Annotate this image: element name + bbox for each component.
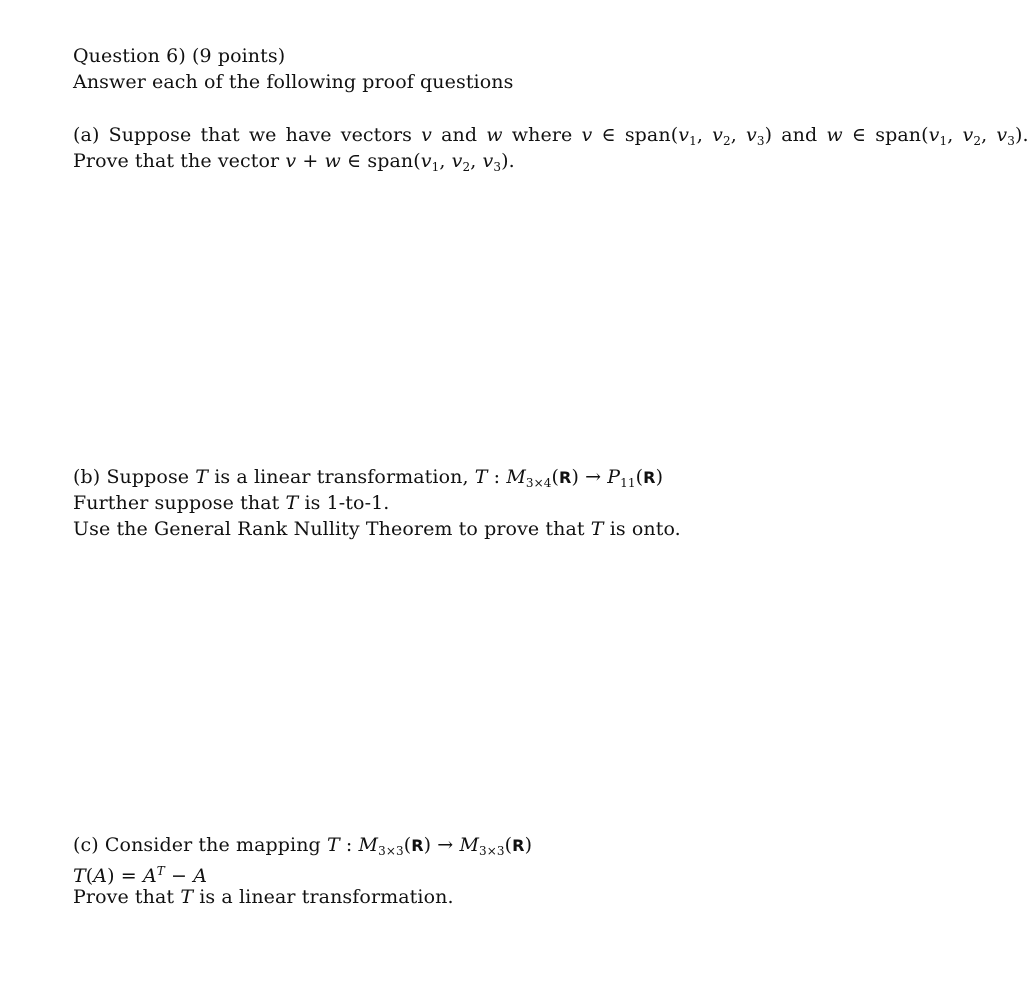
matrix-dims-c2: 3×3 (479, 844, 505, 858)
part-c-A-3: A (193, 865, 208, 887)
part-a-span-3: $span(v_1$, $v_2$, $v_3$). (367, 150, 515, 174)
part-a-span-2: $span(v_1$, $v_2$, $v_3$). (875, 124, 1029, 148)
sub-1-c: 1 (431, 160, 440, 174)
part-b-line3-post: is onto. (609, 518, 681, 540)
part-c-equals: = (120, 865, 137, 887)
sub-1: 1 (689, 134, 697, 148)
span-word-3: span (367, 150, 414, 172)
vec-v1-b: v (928, 124, 940, 146)
part-b-line3-pre: Use the General Rank Nullity Theorem to prove that (73, 518, 585, 540)
question-title-text: Question 6) (9 points) (73, 45, 286, 67)
part-b-colon: : (493, 466, 501, 488)
part-a-w-2: w (826, 124, 843, 146)
matrix-dims-c: 3×3 (378, 844, 404, 858)
sub-2: 2 (722, 134, 731, 148)
part-a-in-1: ∈ (601, 124, 616, 146)
vec-v2-c: v (451, 150, 463, 172)
part-b-T-4: T (590, 518, 604, 540)
part-c-line-2: $T(A) = A^T - A$ (73, 864, 208, 887)
part-b-T-3: T (285, 492, 299, 514)
reals-R-c2: R (512, 836, 525, 855)
part-a-label: (a) (73, 124, 100, 146)
part-b-T-2: T (474, 466, 488, 488)
part-c-label: (c) (73, 834, 99, 856)
part-a-in-3: ∈ (347, 150, 362, 172)
vec-v1-c: v (420, 150, 432, 172)
part-a-span-1: $span(v_1$, $v_2$, $v_3$) (624, 124, 773, 148)
matrix-space-M-c: M (358, 834, 379, 856)
part-a-line2-text: Prove that the vector (73, 150, 280, 172)
part-c-T-3: T (180, 886, 194, 908)
sub-2-b: 2 (973, 134, 982, 148)
part-a-v: v (421, 124, 432, 146)
transpose-T: T (156, 864, 165, 878)
span-word-2: span (875, 124, 922, 146)
vec-v3: v (745, 124, 757, 146)
part-c-A: A (93, 865, 108, 887)
part-b-domain: $M_{3\times 4}(R)$ (506, 466, 579, 490)
vec-v3-b: v (996, 124, 1008, 146)
part-b-arrow: → (585, 466, 602, 488)
part-a-line1-text: Suppose that we have vectors (108, 124, 412, 146)
part-b-line1-mid: is a linear transformation, (214, 466, 469, 488)
part-b-codomain: $P_{11}(R)$ (607, 466, 664, 490)
part-b-line1-pre: Suppose (106, 466, 190, 488)
part-b-line-2 (73, 490, 389, 516)
part-a-line-2 (73, 148, 515, 180)
question-instruction (73, 69, 513, 95)
span-word: span (624, 124, 671, 146)
matrix-space-M-c2: M (459, 834, 480, 856)
poly-space-P: P (607, 466, 621, 488)
reals-R: R (559, 468, 572, 487)
part-b-T: T (195, 466, 209, 488)
matrix-dims: 3×4 (525, 476, 552, 490)
part-a-w: w (486, 124, 503, 146)
part-c-A-2: A (142, 865, 157, 887)
part-c-line1-pre: Consider the mapping (104, 834, 321, 856)
reals-R-2: R (643, 468, 656, 487)
part-a-in-2: ∈ (851, 124, 867, 146)
part-a-plus: + (302, 150, 319, 172)
part-c-T: T (326, 834, 340, 856)
part-b-label: (b) (73, 466, 101, 488)
part-b-line-3 (73, 516, 681, 542)
sub-3-c: 3 (493, 160, 502, 174)
sub-2-c: 2 (462, 160, 471, 174)
part-a-v-2: v (581, 124, 593, 146)
sub-3: 3 (756, 134, 765, 148)
part-a-w-3: w (324, 150, 341, 172)
part-c-arrow: → (437, 834, 454, 856)
vec-v3-c: v (482, 150, 494, 172)
sub-1-b: 1 (939, 134, 948, 148)
vec-v1: v (678, 124, 690, 146)
poly-degree: 11 (620, 476, 636, 490)
part-c-line3-post: is a linear transformation. (199, 886, 454, 908)
reals-R-c: R (411, 836, 424, 855)
sub-3-b: 3 (1007, 134, 1015, 148)
part-b-line2-pre: Further suppose that (73, 492, 280, 514)
part-c-domain: $M_{3\times 3}(R)$ (358, 834, 432, 858)
part-c-codomain: $M_{3\times 3}(R)$ (459, 834, 533, 858)
part-c-T-2: T (73, 865, 86, 887)
part-a-and-2: and (781, 124, 818, 146)
matrix-space-M: M (506, 466, 526, 488)
part-c-colon: : (345, 834, 353, 856)
part-c-minus: − (171, 865, 188, 887)
question-instruction-text: Answer each of the following proof questions (73, 71, 514, 93)
question-title (73, 43, 285, 69)
part-a-where: where (511, 124, 573, 146)
part-c-line-3 (73, 884, 454, 910)
part-c-line3-pre: Prove that (73, 886, 175, 908)
part-b-line2-post: is 1-to-1. (304, 492, 390, 514)
part-a-v-3: v (285, 150, 297, 172)
vec-v2-b: v (962, 124, 974, 146)
vec-v2: v (712, 124, 723, 146)
part-a-and-1: and (441, 124, 478, 146)
